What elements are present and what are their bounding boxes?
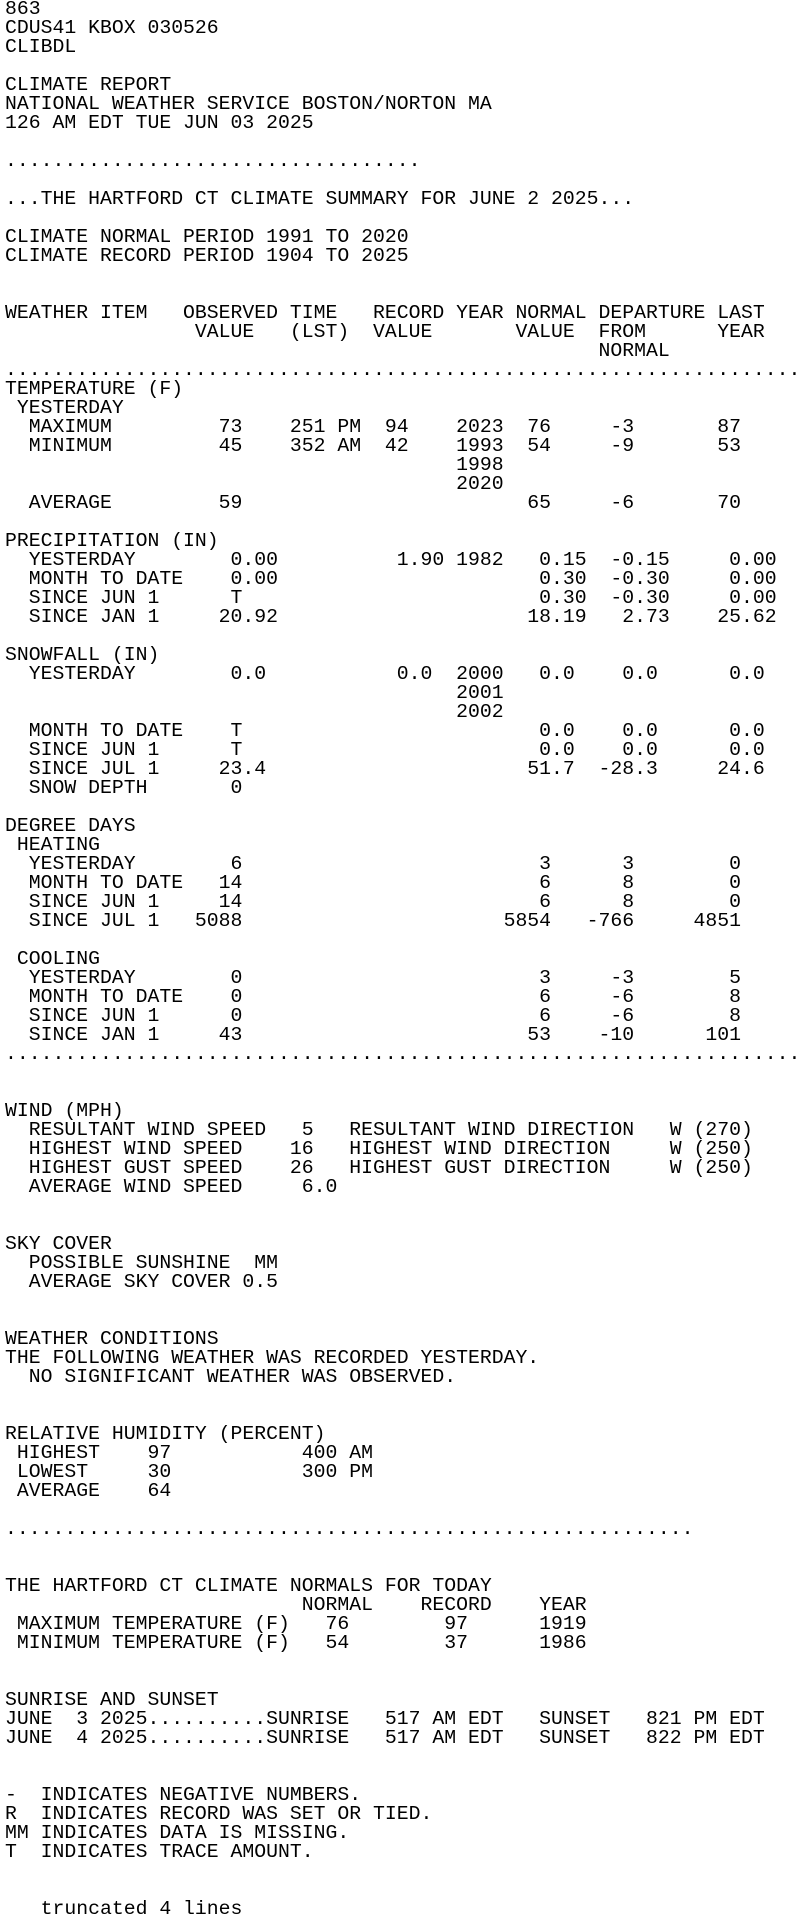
- report-line: HIGHEST WIND SPEED 16 HIGHEST WIND DIRECTION W (250): [5, 1138, 753, 1160]
- report-line: RESULTANT WIND SPEED 5 RESULTANT WIND DIRECTION W (270): [5, 1119, 753, 1141]
- report-line: [5, 1653, 810, 1672]
- report-line: MM INDICATES DATA IS MISSING.: [5, 1822, 350, 1844]
- report-line: CLIMATE NORMAL PERIOD 1991 TO 2020: [5, 226, 409, 248]
- report-line: YESTERDAY 6 3 3 0: [5, 853, 741, 875]
- report-line: CLIMATE RECORD PERIOD 1904 TO 2025: [5, 245, 409, 267]
- report-line: THE HARTFORD CT CLIMATE NORMALS FOR TODAY: [5, 1575, 492, 1597]
- report-line: ...................................: [5, 150, 421, 172]
- report-line: [5, 266, 810, 285]
- report-line: [5, 1748, 810, 1767]
- report-line: ...................................................................: [5, 359, 801, 381]
- report-line: SINCE JAN 1 43 53 -10 101: [5, 1024, 741, 1046]
- report-line: LOWEST 30 300 PM: [5, 1461, 373, 1483]
- report-line: NATIONAL WEATHER SERVICE BOSTON/NORTON MA: [5, 93, 492, 115]
- report-line: 2002: [5, 701, 504, 723]
- report-line: HEATING: [5, 834, 100, 856]
- report-line: YESTERDAY 0.0 0.0 2000 0.0 0.0 0.0: [5, 663, 765, 685]
- report-line: 2001: [5, 682, 504, 704]
- report-line: MONTH TO DATE T 0.0 0.0 0.0: [5, 720, 765, 742]
- report-line: 126 AM EDT TUE JUN 03 2025: [5, 112, 314, 134]
- report-line: AVERAGE 64: [5, 1480, 172, 1502]
- report-line: [5, 1387, 810, 1406]
- report-line: [5, 931, 810, 950]
- report-line: RELATIVE HUMIDITY (PERCENT): [5, 1423, 326, 1445]
- report-line: POSSIBLE SUNSHINE MM: [5, 1252, 279, 1274]
- report-line: SINCE JUN 1 T 0.0 0.0 0.0: [5, 739, 765, 761]
- report-line: [5, 1292, 810, 1311]
- report-line: TEMPERATURE (F): [5, 378, 184, 400]
- report-line: [5, 1862, 810, 1881]
- report-line: SINCE JUN 1 T 0.30 -0.30 0.00: [5, 587, 777, 609]
- report-line: MAXIMUM TEMPERATURE (F) 76 97 1919: [5, 1613, 587, 1635]
- report-line: JUNE 4 2025..........SUNRISE 517 AM EDT SUNSET 822 PM EDT: [5, 1727, 765, 1749]
- report-line: [5, 1197, 810, 1216]
- report-line: NORMAL RECORD YEAR: [5, 1594, 587, 1616]
- report-line: SNOW DEPTH 0: [5, 777, 243, 799]
- report-line: SNOWFALL (IN): [5, 644, 160, 666]
- report-line: AVERAGE SKY COVER 0.5: [5, 1271, 279, 1293]
- report-line: VALUE (LST) VALUE VALUE FROM YEAR: [5, 321, 765, 343]
- report-line: truncated 4 lines: [5, 1898, 243, 1919]
- report-line: HIGHEST 97 400 AM: [5, 1442, 373, 1464]
- report-line: YESTERDAY 0 3 -3 5: [5, 967, 741, 989]
- report-line: MONTH TO DATE 0.00 0.30 -0.30 0.00: [5, 568, 777, 590]
- report-line: SINCE JUL 1 23.4 51.7 -28.3 24.6: [5, 758, 765, 780]
- report-line: WEATHER CONDITIONS: [5, 1328, 219, 1350]
- report-line: [5, 1083, 810, 1102]
- report-line: [5, 1216, 810, 1235]
- report-line: MINIMUM 45 352 AM 42 1993 54 -9 53: [5, 435, 741, 457]
- report-line: AVERAGE WIND SPEED 6.0: [5, 1176, 338, 1198]
- report-line: [5, 1064, 810, 1083]
- report-line: SINCE JUN 1 14 6 8 0: [5, 891, 741, 913]
- report-line: - INDICATES NEGATIVE NUMBERS.: [5, 1784, 362, 1806]
- report-line: YESTERDAY 0.00 1.90 1982 0.15 -0.15 0.00: [5, 549, 777, 571]
- report-line: DEGREE DAYS: [5, 815, 136, 837]
- report-line: MAXIMUM 73 251 PM 94 2023 76 -3 87: [5, 416, 741, 438]
- report-line: SINCE JUN 1 0 6 -6 8: [5, 1005, 741, 1027]
- report-line: NORMAL: [5, 340, 670, 362]
- report-line: MONTH TO DATE 14 6 8 0: [5, 872, 741, 894]
- report-line: JUNE 3 2025..........SUNRISE 517 AM EDT SUNSET 821 PM EDT: [5, 1708, 765, 1730]
- report-line: COOLING: [5, 948, 100, 970]
- report-line: SUNRISE AND SUNSET: [5, 1689, 219, 1711]
- report-line: T INDICATES TRACE AMOUNT.: [5, 1841, 314, 1863]
- report-line: CLIMATE REPORT: [5, 74, 172, 96]
- report-line: AVERAGE 59 65 -6 70: [5, 492, 741, 514]
- report-line: ...THE HARTFORD CT CLIMATE SUMMARY FOR JUNE 2 2025...: [5, 188, 635, 210]
- report-line: PRECIPITATION (IN): [5, 530, 219, 552]
- report-line: CLIBDL: [5, 36, 77, 58]
- report-line: CDUS41 KBOX 030526: [5, 17, 219, 39]
- report-line: R INDICATES RECORD WAS SET OR TIED.: [5, 1803, 433, 1825]
- report-line: WEATHER ITEM OBSERVED TIME RECORD YEAR NORMAL DEPARTURE LAST: [5, 302, 765, 324]
- report-line: 1998: [5, 454, 504, 476]
- report-line: SINCE JAN 1 20.92 18.19 2.73 25.62: [5, 606, 777, 628]
- report-line: HIGHEST GUST SPEED 26 HIGHEST GUST DIRECTION W (250): [5, 1157, 753, 1179]
- report-line: ...................................................................: [5, 1043, 801, 1065]
- report-line: 863: [5, 0, 41, 20]
- report-line: [5, 1539, 810, 1558]
- report-line: 2020: [5, 473, 504, 495]
- report-line: MONTH TO DATE 0 6 -6 8: [5, 986, 741, 1008]
- report-line: MINIMUM TEMPERATURE (F) 54 37 1986: [5, 1632, 587, 1654]
- report-line: NO SIGNIFICANT WEATHER WAS OBSERVED.: [5, 1366, 457, 1388]
- report-line: SINCE JUL 1 5088 5854 -766 4851: [5, 910, 741, 932]
- report-line: ..........................................................: [5, 1518, 694, 1540]
- report-line: THE FOLLOWING WEATHER WAS RECORDED YESTERDAY.: [5, 1347, 540, 1369]
- report-line: WIND (MPH): [5, 1100, 124, 1122]
- report-line: SKY COVER: [5, 1233, 112, 1255]
- report-line: YESTERDAY: [5, 397, 124, 419]
